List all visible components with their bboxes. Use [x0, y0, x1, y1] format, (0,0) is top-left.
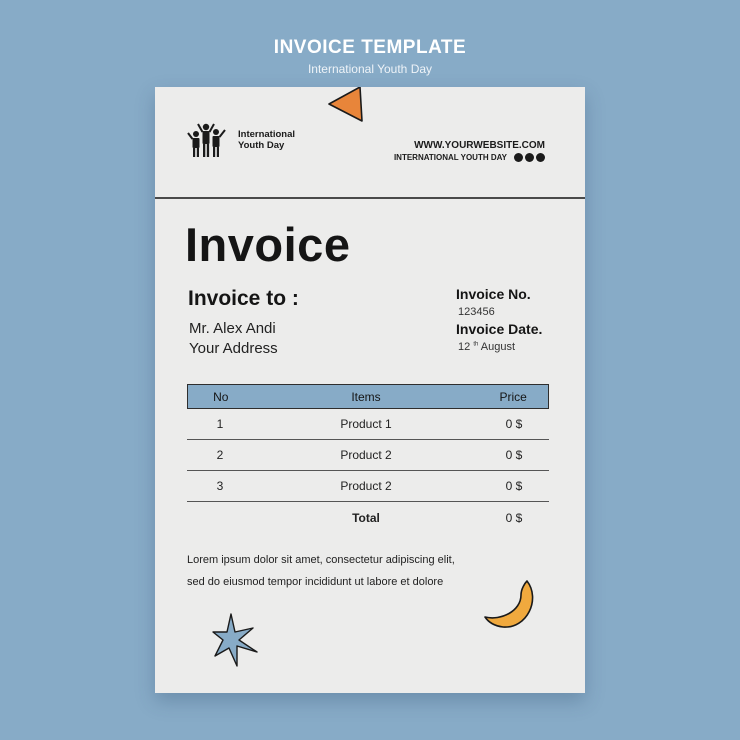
- date-suffix: th: [473, 341, 479, 348]
- footer-line1: Lorem ipsum dolor sit amet, consectetur adipiscing elit,: [187, 554, 455, 566]
- row-no: 2: [216, 448, 224, 462]
- row-price: 0 $: [505, 479, 523, 493]
- whatsapp-icon[interactable]: [536, 153, 545, 162]
- invoice-page: [155, 87, 585, 693]
- table-row: [187, 409, 549, 440]
- header-price: Price: [499, 389, 527, 404]
- footer-text: [187, 549, 507, 593]
- table-header: [187, 384, 549, 409]
- brand-name-line2: Youth Day: [238, 140, 285, 151]
- invoice-title: Invoice: [185, 218, 351, 271]
- triangle-decoration: [325, 87, 367, 123]
- invoice-number-value: 123456: [458, 306, 495, 318]
- instagram-icon[interactable]: [525, 153, 534, 162]
- moon-decoration: [481, 577, 539, 635]
- invoice-date-label: Invoice Date.: [456, 321, 543, 337]
- brand-name-line1: International: [238, 129, 296, 140]
- youth-people-logo-icon: [187, 121, 233, 159]
- invoice-to-label: Invoice to :: [188, 287, 299, 310]
- row-price: 0 $: [505, 448, 523, 462]
- row-item: Product 1: [340, 417, 392, 431]
- row-no: 3: [216, 479, 224, 493]
- row-item: Product 2: [340, 479, 392, 493]
- header-no: No: [213, 389, 229, 404]
- facebook-icon[interactable]: [514, 153, 523, 162]
- table-row: [187, 471, 549, 502]
- org-name: INTERNATIONAL YOUTH DAY: [393, 153, 507, 162]
- total-row: [187, 502, 549, 534]
- footer-line2: sed do eiusmod tempor incididunt ut labore et dolore: [187, 576, 444, 588]
- client-address: Your Address: [189, 340, 278, 357]
- row-price: 0 $: [505, 417, 523, 431]
- client-name: Mr. Alex Andi: [189, 320, 276, 337]
- star-decoration: [211, 612, 259, 670]
- template-title: INVOICE TEMPLATE: [273, 37, 467, 58]
- total-value: 0 $: [505, 511, 523, 525]
- row-item: Product 2: [340, 448, 392, 462]
- brand: [187, 121, 308, 159]
- row-no: 1: [216, 417, 224, 431]
- header-items: Items: [351, 389, 381, 404]
- website-link[interactable]: WWW.YOURWEBSITE.COM: [414, 140, 545, 151]
- invoice-number-label: Invoice No.: [456, 286, 531, 302]
- items-table: [187, 384, 549, 534]
- table-row: [187, 440, 549, 471]
- org-line: [394, 153, 545, 162]
- date-day: 12: [458, 341, 471, 353]
- header-divider: [155, 197, 585, 199]
- date-month: August: [480, 341, 516, 353]
- total-label: Total: [352, 511, 380, 525]
- brand-name: [238, 129, 308, 151]
- template-subtitle: International Youth Day: [307, 62, 433, 76]
- invoice-date-value: [458, 341, 515, 353]
